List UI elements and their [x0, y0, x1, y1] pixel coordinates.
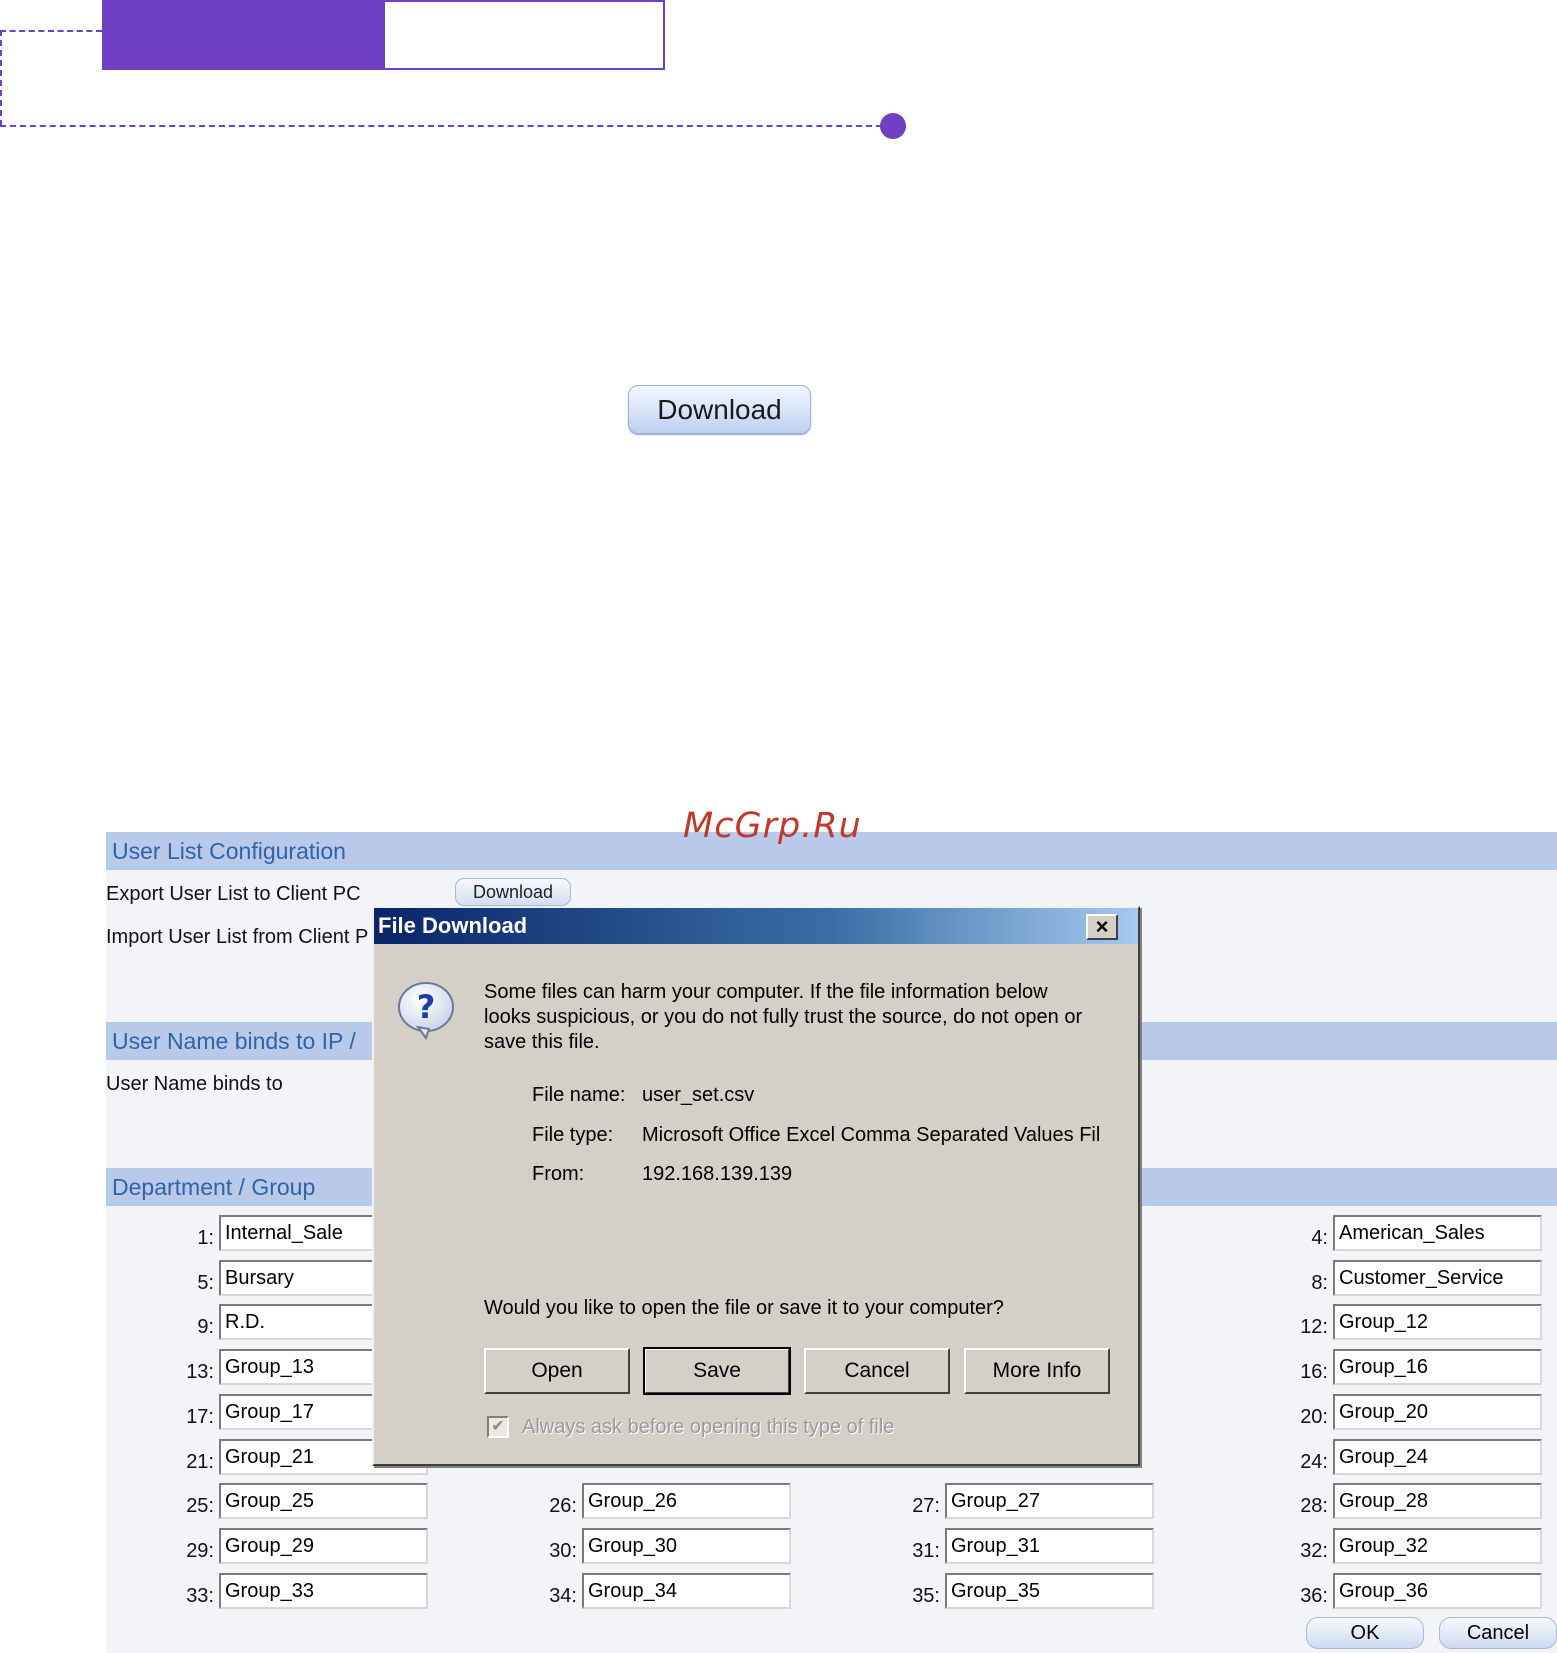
group-number: 21:	[186, 1450, 214, 1473]
group-number: 36:	[1300, 1584, 1328, 1607]
group-name-input[interactable]: Group_16	[1333, 1349, 1542, 1385]
group-name-input[interactable]: American_Sales	[1333, 1215, 1542, 1251]
group-entry	[1262, 1439, 1542, 1479]
group-name-input[interactable]: Customer_Service	[1333, 1260, 1542, 1296]
more-info-button[interactable]: More Info	[964, 1348, 1110, 1394]
group-entry	[511, 1528, 791, 1568]
group-entry	[148, 1573, 428, 1613]
open-button[interactable]: Open	[484, 1348, 630, 1394]
group-number: 5:	[197, 1271, 214, 1294]
warning-line: looks suspicious, or you do not fully trust the source, do not open or	[484, 1006, 1083, 1028]
group-name-input[interactable]: Group_30	[582, 1528, 791, 1564]
group-name-input[interactable]: Bursary	[219, 1260, 428, 1296]
group-entry	[874, 1573, 1154, 1613]
group-name-input[interactable]: Group_36	[1333, 1573, 1542, 1609]
dialog-title: File Download	[374, 908, 1138, 944]
file-download-dialog	[372, 906, 1140, 1466]
group-entry	[1262, 1215, 1542, 1255]
group-name-input[interactable]: Group_17	[219, 1394, 428, 1430]
header-tab-box	[102, 0, 665, 70]
group-entry	[511, 1573, 791, 1613]
group-entry	[1262, 1349, 1542, 1389]
close-icon[interactable]: ×	[1086, 914, 1118, 940]
watermark: McGrp.Ru	[683, 806, 862, 846]
group-number: 17:	[186, 1405, 214, 1428]
from-value: 192.168.139.139	[642, 1163, 793, 1185]
group-number: 12:	[1300, 1316, 1328, 1339]
group-number: 9:	[197, 1316, 214, 1339]
header-dash-line	[0, 125, 882, 127]
binds-section-header: User Name binds to IP /	[106, 1022, 1557, 1060]
group-number: 34:	[549, 1584, 577, 1607]
question-text: Would you like to open the file or save it to your computer?	[484, 1297, 1004, 1319]
ok-button[interactable]: OK	[1306, 1617, 1424, 1649]
group-name-input[interactable]: Group_13	[219, 1349, 428, 1385]
header-dash-line	[0, 30, 102, 32]
group-name-input[interactable]: Group_33	[219, 1573, 428, 1609]
group-name-input[interactable]: Group_35	[945, 1573, 1154, 1609]
import-label: Import User List from Client P	[106, 926, 369, 948]
group-name-input[interactable]: Internal_Sale	[219, 1215, 428, 1251]
group-entry	[1262, 1260, 1542, 1300]
group-section-header: Department / Group	[106, 1168, 1557, 1206]
warning-text	[484, 980, 1082, 1055]
file-name-value: user_set.csv	[642, 1084, 755, 1106]
question-icon	[396, 980, 456, 1040]
group-name-input[interactable]: Group_28	[1333, 1483, 1542, 1519]
group-name-input[interactable]: Group_31	[945, 1528, 1154, 1564]
warning-line: save this file.	[484, 1031, 600, 1053]
group-entry	[511, 1483, 791, 1523]
group-number: 29:	[186, 1539, 214, 1562]
group-name-input[interactable]: Group_34	[582, 1573, 791, 1609]
group-name-input[interactable]: Group_25	[219, 1483, 428, 1519]
group-entry	[1262, 1573, 1542, 1613]
group-number: 35:	[912, 1584, 940, 1607]
group-number: 1:	[197, 1227, 214, 1249]
group-number: 28:	[1300, 1495, 1328, 1518]
group-number: 31:	[912, 1539, 940, 1562]
group-number: 27:	[912, 1495, 940, 1518]
group-entry	[874, 1528, 1154, 1568]
group-number: 16:	[1300, 1361, 1328, 1384]
header-dash-line	[0, 30, 2, 126]
user-list-section-header: User List Configuration	[106, 832, 1557, 870]
always-ask-checkbox[interactable]: ✔	[487, 1416, 509, 1438]
group-entry	[148, 1483, 428, 1523]
group-entry	[1262, 1483, 1542, 1523]
group-name-input[interactable]: Group_26	[582, 1483, 791, 1519]
group-name-input[interactable]: Group_21	[219, 1439, 428, 1475]
group-entry	[1262, 1528, 1542, 1568]
group-number: 24:	[1300, 1450, 1328, 1473]
warning-line: Some files can harm your computer. If the file information below	[484, 981, 1048, 1003]
export-label: Export User List to Client PC	[106, 883, 361, 905]
cancel-button[interactable]: Cancel	[1439, 1617, 1557, 1649]
group-number: 13:	[186, 1361, 214, 1384]
group-number: 26:	[549, 1495, 577, 1518]
group-name-input[interactable]: Group_24	[1333, 1439, 1542, 1475]
group-name-input[interactable]: Group_20	[1333, 1394, 1542, 1430]
group-name-input[interactable]: Group_32	[1333, 1528, 1542, 1564]
from-label: From:	[532, 1163, 585, 1185]
group-number: 4:	[1311, 1227, 1328, 1249]
illustration-download-button[interactable]: Download	[628, 385, 811, 434]
group-name-input[interactable]: R.D.	[219, 1304, 428, 1340]
group-name-input[interactable]: Group_12	[1333, 1304, 1542, 1340]
group-number: 32:	[1300, 1539, 1328, 1562]
group-name-input[interactable]: Group_27	[945, 1483, 1154, 1519]
group-entry	[874, 1483, 1154, 1523]
svg-text:?: ?	[416, 988, 436, 1026]
group-entry	[1262, 1394, 1542, 1434]
file-type-value: Microsoft Office Excel Comma Separated Values Fil	[642, 1124, 1101, 1146]
file-name-label: File name:	[532, 1084, 626, 1106]
dialog-cancel-button[interactable]: Cancel	[804, 1348, 950, 1394]
group-entry	[1262, 1304, 1542, 1344]
group-number: 33:	[186, 1584, 214, 1607]
header-dot	[880, 113, 906, 139]
binds-label: User Name binds to	[106, 1073, 283, 1095]
file-type-label: File type:	[532, 1124, 614, 1146]
save-button[interactable]: Save	[644, 1348, 790, 1394]
group-number: 25:	[186, 1495, 214, 1518]
group-number: 30:	[549, 1539, 577, 1562]
export-download-button[interactable]: Download	[455, 878, 571, 906]
group-name-input[interactable]: Group_29	[219, 1528, 428, 1564]
always-ask-label: Always ask before opening this type of file	[522, 1416, 895, 1438]
header-tab-fill	[104, 2, 385, 68]
group-number: 8:	[1311, 1271, 1328, 1294]
group-entry	[148, 1528, 428, 1568]
group-number: 20:	[1300, 1405, 1328, 1428]
